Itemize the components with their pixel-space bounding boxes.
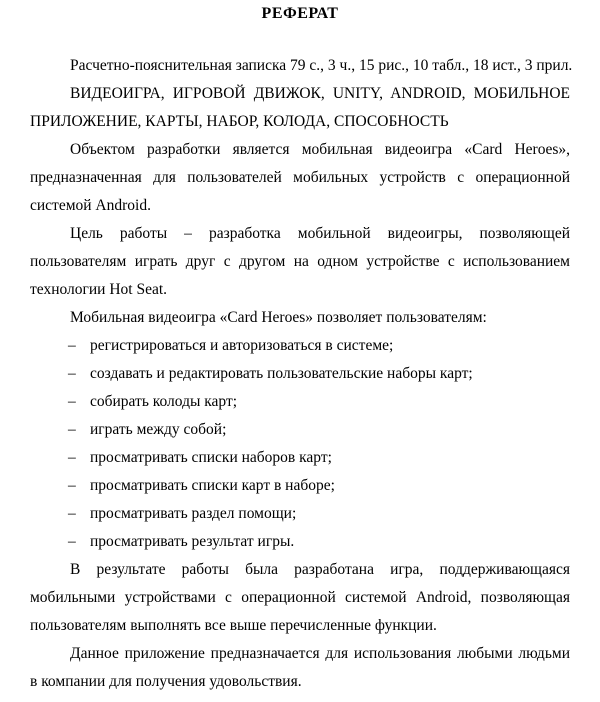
page-title: РЕФЕРАТ xyxy=(261,5,339,22)
list-item xyxy=(30,360,570,388)
list-item-dash: – xyxy=(68,505,76,522)
title-spacer xyxy=(30,28,570,52)
list-item-text: регистрироваться и авторизоваться в системе; xyxy=(90,337,394,354)
list-item xyxy=(30,388,570,416)
list-item-text: играть между собой; xyxy=(90,421,227,438)
features-intro-line: Мобильная видеоигра «Card Heroes» позволяет пользователям: xyxy=(70,309,487,326)
list-item-dash: – xyxy=(68,533,76,550)
list-item xyxy=(30,444,570,472)
stats-line: Расчетно-пояснительная записка 79 с., 3 ч., 15 рис., 10 табл., 18 ист., 3 прил. xyxy=(70,57,573,74)
list-item-text: просматривать раздел помощи; xyxy=(90,505,297,522)
list-item-dash: – xyxy=(68,449,76,466)
keywords-line-1: ВИДЕОИГРА, ИГРОВОЙ ДВИЖОК, UNITY, ANDROID, МОБИЛЬНОЕ xyxy=(70,85,570,102)
list-item xyxy=(30,528,570,556)
list-item-text: создавать и редактировать пользовательские наборы карт; xyxy=(90,365,473,382)
list-item-text: просматривать результат игры. xyxy=(90,533,295,550)
list-item-dash: – xyxy=(68,393,76,410)
goal-line-1: Цель работы – разработка мобильной видеоигры, позволяющей xyxy=(70,225,570,242)
result-line-1: В результате работы была разработана игра, поддерживающаяся xyxy=(70,561,570,578)
list-item-text: собирать колоды карт; xyxy=(90,393,238,410)
list-item-dash: – xyxy=(68,421,76,438)
list-item-dash: – xyxy=(68,337,76,354)
goal-line-3: технологии Hot Seat. xyxy=(30,281,168,298)
goal-line-2: пользователям играть друг с другом на одном устройстве с использованием xyxy=(30,253,570,270)
object-line-2: предназначенная для пользователей мобильных устройств с операционной xyxy=(30,169,570,186)
list-item xyxy=(30,416,570,444)
result-line-3: пользователям выполнять все выше перечисленные функции. xyxy=(30,617,437,634)
result-line-2: мобильными устройствами с операционной системой Android, позволяющая xyxy=(30,589,570,606)
list-item-dash: – xyxy=(68,365,76,382)
keywords-line-2: ПРИЛОЖЕНИЕ, КАРТЫ, НАБОР, КОЛОДА, СПОСОБНОСТЬ xyxy=(30,113,449,130)
list-item xyxy=(30,500,570,528)
list-item-dash: – xyxy=(68,477,76,494)
purpose-line-2: в компании для получения удовольствия. xyxy=(30,673,302,690)
purpose-line-1: Данное приложение предназначается для использования любыми людьми xyxy=(70,645,570,662)
object-line-1: Объектом разработки является мобильная видеоигра «Card Heroes», xyxy=(70,141,570,158)
list-item xyxy=(30,332,570,360)
object-line-3: системой Android. xyxy=(30,197,151,214)
list-item-text: просматривать списки карт в наборе; xyxy=(90,477,335,494)
list-item-text: просматривать списки наборов карт; xyxy=(90,449,332,466)
list-item xyxy=(30,472,570,500)
